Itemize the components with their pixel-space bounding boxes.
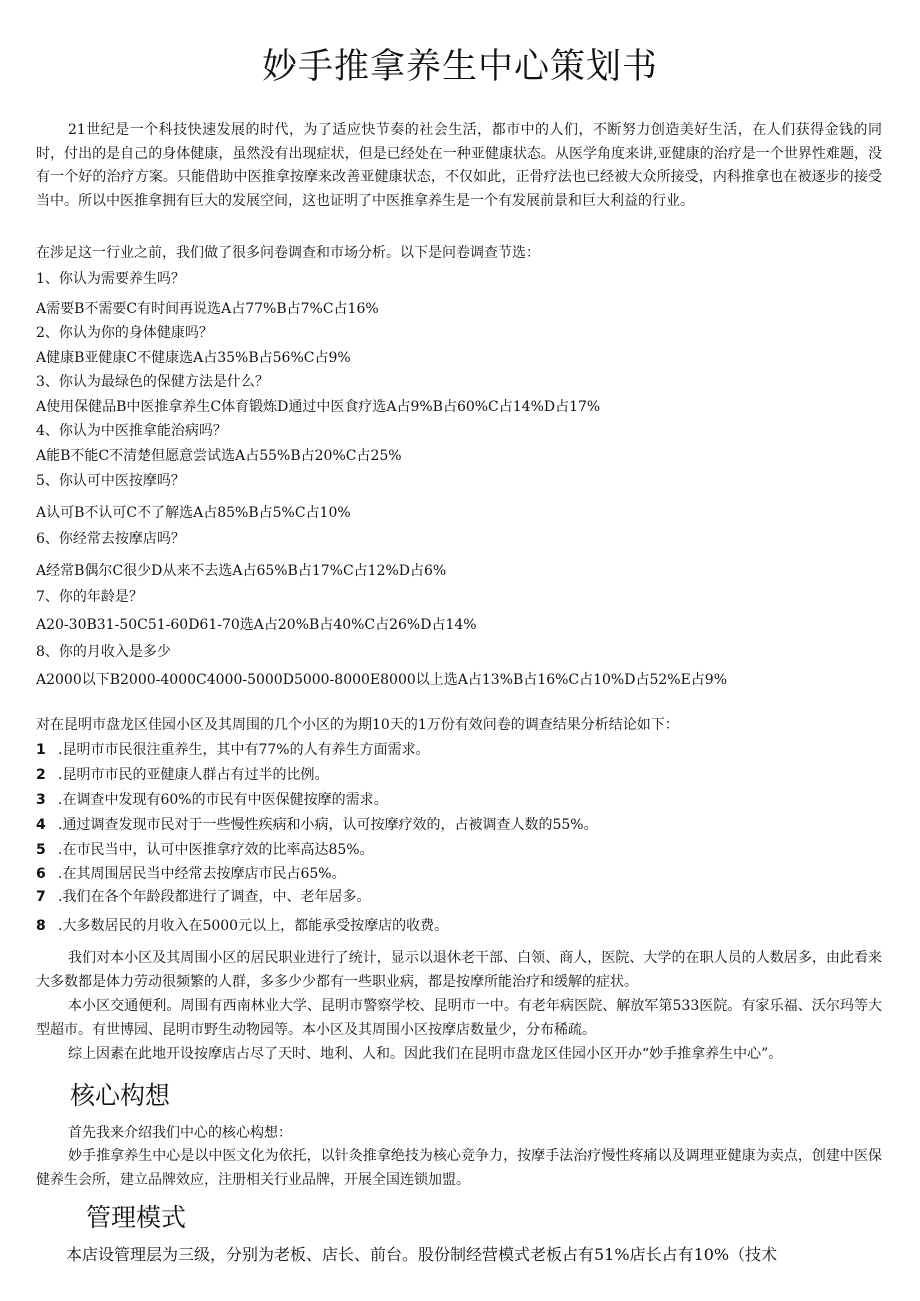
result-item-4 bbox=[36, 814, 882, 837]
question-2: 2、你认为你的身体健康吗？ bbox=[36, 325, 213, 341]
result-number: 6 bbox=[36, 866, 46, 882]
result-text: .我们在各个年龄段都进行了调查，中、老年居多。 bbox=[58, 889, 371, 905]
question-3: 3、你认为最绿色的保健方法是什么？ bbox=[36, 374, 269, 390]
answer-4: A能B不能C不清楚但愿意尝试选A占55%B占20%C占25% bbox=[36, 448, 402, 464]
result-number: 2 bbox=[36, 767, 46, 783]
result-number: 5 bbox=[36, 842, 46, 858]
result-text: .大多数居民的月收入在5000元以上，都能承受按摩店的收费。 bbox=[58, 918, 449, 934]
result-text: .在市民当中，认可中医推拿疗效的比率高达85%。 bbox=[58, 842, 374, 858]
question-5: 5、你认可中医按摩吗？ bbox=[36, 473, 185, 489]
answer-3: A使用保健品B中医推拿养生C体育锻炼D通过中医食疗选A占9%B占60%C占14%D占17% bbox=[36, 399, 601, 415]
section-heading-management: 管理模式 bbox=[86, 1203, 187, 1232]
result-text: .昆明市市民很注重养生，其中有77%的人有养生方面需求。 bbox=[58, 742, 430, 758]
document-title: 妙手推拿养生中心策划书 bbox=[261, 47, 658, 87]
core-description: 妙手推拿养生中心是以中医文化为依托，以针灸推拿绝技为核心竞争力，按摩手法治疗慢性疼痛以及调理亚健康为卖点，创建中医保健养生会所，建立品牌效应，注册相关行业品牌，开展全国连锁加盟。 bbox=[36, 1148, 882, 1188]
result-number: 8 bbox=[36, 918, 46, 934]
result-number: 7 bbox=[36, 889, 46, 905]
result-item-7 bbox=[36, 886, 882, 909]
question-8: 8、你的月收入是多少 bbox=[36, 644, 171, 660]
question-1: 1、你认为需要养生吗？ bbox=[36, 271, 185, 287]
intro-paragraph: 21世纪是一个科技快速发展的时代，为了适应快节奏的社会生活，都市中的人们，不断努力创造美好生活，在人们获得金钱的同时，付出的是自己的身体健康，虽然没有出现症状，但是已经处在一种亚健康状态。从医学角度来讲,亚健康的治疗是一个世界性难题，没有一个好的治疗方案。只能借助中医推拿按摩来改善亚健康状态，不仅如此，正骨疗法也已经被大众所接受，内科推拿也在被逐步的接受当中。所以中医推拿拥有巨大的发展空间，这也证明了中医推拿养生是一个有发展前景和巨大利益的行业。 bbox=[36, 122, 882, 209]
occupation-paragraph: 我们对本小区及其周围小区的居民职业进行了统计，显示以退休老干部、白领、商人，医院、大学的在职人员的人数居多，由此看来大多数都是体力劳动很频繁的人群，多多少少都有一些职业病，都是按摩所能治疗和缓解的症状。 bbox=[36, 950, 882, 990]
traffic-paragraph: 本小区交通便利。周围有西南林业大学、昆明市警察学校、昆明市一中。有老年病医院、解放军第533医院。有家乐福、沃尔玛等大型超市。有世博园、昆明市野生动物园等。本小区及其周围小区按摩店数量少，分布稀疏。 bbox=[36, 998, 882, 1038]
section-heading-core: 核心构想 bbox=[70, 1081, 171, 1110]
result-item-2 bbox=[36, 764, 882, 787]
result-text: .昆明市市民的亚健康人群占有过半的比例。 bbox=[58, 767, 329, 783]
result-text: .通过调查发现市民对于一些慢性疾病和小病，认可按摩疗效的，占被调查人数的55%。 bbox=[58, 817, 598, 833]
answer-2: A健康B亚健康C不健康选A占35%B占56%C占9% bbox=[36, 350, 351, 366]
result-item-3 bbox=[36, 789, 882, 812]
answer-1: A需要B不需要C有时间再说选A占77%B占7%C占16% bbox=[36, 301, 379, 317]
question-7: 7、你的年龄是？ bbox=[36, 589, 143, 605]
management-line: 本店设管理层为三级，分别为老板、店长、前台。股份制经营模式老板占有51%店长占有10%（技术 bbox=[66, 1245, 778, 1264]
question-6: 6、你经常去按摩店吗？ bbox=[36, 531, 185, 547]
result-number: 3 bbox=[36, 792, 46, 808]
answer-6: A经常B偶尔C很少D从来不去选A占65%B占17%C占12%D占6% bbox=[36, 563, 447, 579]
result-number: 1 bbox=[36, 742, 46, 758]
conclusion-paragraph: 综上因素在此地开设按摩店占尽了天时、地利、人和。因此我们在昆明市盘龙区佳园小区开办“妙手推拿养生中心”。 bbox=[68, 1046, 783, 1062]
answer-8: A2000以下B2000-4000C4000-5000D5000-8000E8000以上选A占13%B占16%C占10%D占52%E占9% bbox=[36, 672, 728, 688]
question-4: 4、你认为中医推拿能治病吗？ bbox=[36, 423, 227, 439]
result-item-6 bbox=[36, 863, 882, 886]
result-item-5 bbox=[36, 839, 882, 862]
results-intro: 对在昆明市盘龙区佳园小区及其周围的几个小区的为期10天的1万份有效问卷的调查结果分析结论如下： bbox=[36, 717, 679, 733]
survey-intro: 在涉足这一行业之前，我们做了很多问卷调查和市场分析。以下是问卷调查节选： bbox=[36, 245, 540, 261]
result-text: .在调查中发现有60%的市民有中医保健按摩的需求。 bbox=[58, 792, 388, 808]
result-item-1 bbox=[36, 739, 882, 762]
core-intro-line: 首先我来介绍我们中心的核心构想： bbox=[68, 1125, 292, 1141]
result-number: 4 bbox=[36, 817, 46, 833]
result-item-8 bbox=[36, 915, 882, 938]
result-text: .在其周围居民当中经常去按摩店市民占65%。 bbox=[58, 866, 346, 882]
answer-7: A20-30B31-50C51-60D61-70选A占20%B占40%C占26%D占14% bbox=[36, 617, 477, 633]
answer-5: A认可B不认可C不了解选A占85%B占5%C占10% bbox=[36, 505, 351, 521]
